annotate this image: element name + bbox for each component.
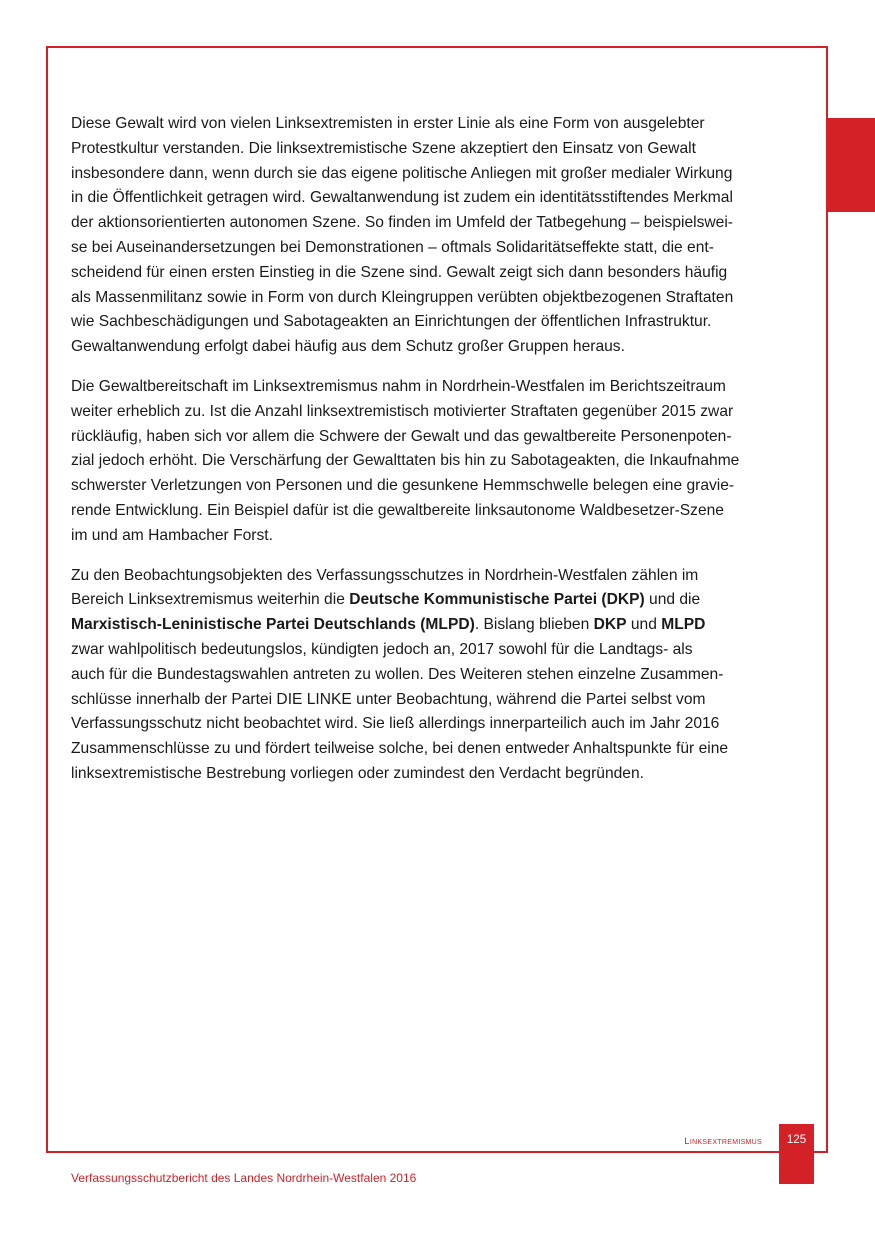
section-label: Linksextremismus xyxy=(684,1136,762,1147)
text-line: scheidend für einen ersten Einstieg in die Szene sind. Gewalt zeigt sich dann besonders häufig xyxy=(71,263,728,281)
text-line: rückläufig, haben sich vor allem die Schwere der Gewalt und das gewaltbereite Personenpoten- xyxy=(71,427,732,445)
main-content xyxy=(71,112,785,802)
text-line: der aktionsorientierten autonomen Szene. So finden im Umfeld der Tatbegehung – beispielswei- xyxy=(71,214,733,232)
paragraph-violence-culture xyxy=(71,112,785,360)
text-line: in die Öffentlichkeit getragen wird. Gewaltanwendung ist zudem ein identitätsstiftendes Merkmal xyxy=(71,189,733,207)
text-line: Gewaltanwendung erfolgt dabei häufig aus dem Schutz großer Gruppen heraus. xyxy=(71,338,625,356)
text-line: linksextremistische Bestrebung vorliegen oder zumindest den Verdacht begründen. xyxy=(71,764,644,782)
page-number-box xyxy=(779,1124,814,1184)
paragraph-observation-objects xyxy=(71,564,785,787)
text-line: Diese Gewalt wird von vielen Linksextremisten in erster Linie als eine Form von ausgelebter xyxy=(71,115,705,132)
text-line: im und am Hambacher Forst. xyxy=(71,526,273,544)
text-line: auch für die Bundestagswahlen antreten zu wollen. Des Weiteren stehen einzelne Zusammen- xyxy=(71,665,724,683)
party-name-dkp: Deutsche Kommunistische Partei (DKP) xyxy=(349,591,645,609)
text-line: insbesondere dann, wenn durch sie das eigene politische Anliegen mit großer medialer Wirkung xyxy=(71,164,733,182)
text-line: schlüsse innerhalb der Partei DIE LINKE unter Beobachtung, während die Partei selbst vom xyxy=(71,690,706,708)
text-line: se bei Auseinandersetzungen bei Demonstrationen – oftmals Solidaritätseffekte statt, die ent- xyxy=(71,238,714,256)
text-segment: . Bislang blieben xyxy=(474,616,594,634)
text-line: Protestkultur verstanden. Die linksextremistische Szene akzeptiert den Einsatz von Gewalt xyxy=(71,139,696,157)
text-line: schwerster Verletzungen von Personen und die gesunkene Hemmschwelle belegen eine gravie- xyxy=(71,477,735,495)
text-line: Zusammenschlüsse zu und fördert teilweise solche, bei denen entweder Anhaltspunkte für eine xyxy=(71,740,729,758)
text-line: Die Gewaltbereitschaft im Linksextremismus nahm in Nordrhein-Westfalen im Berichtszeitraum xyxy=(71,377,726,395)
text-line xyxy=(71,613,785,638)
text-segment: und die xyxy=(644,591,701,609)
text-line: Verfassungsschutz nicht beobachtet wird. Sie ließ allerdings innerparteilich auch im Jahr 2016 xyxy=(71,715,720,733)
text-line xyxy=(71,588,785,613)
text-line: weiter erheblich zu. Ist die Anzahl linksextremistisch motivierter Straftaten gegenüber 2015 zwar xyxy=(71,402,734,420)
text-line: rende Entwicklung. Ein Beispiel dafür ist die gewaltbereite linksautonome Waldbesetzer-Szene xyxy=(71,501,724,519)
party-abbr-dkp: DKP xyxy=(593,616,627,634)
party-abbr-mlpd: MLPD xyxy=(661,616,706,634)
text-line: Zu den Beobachtungsobjekten des Verfassungsschutzes in Nordrhein-Westfalen zählen im xyxy=(71,566,699,584)
text-line: wie Sachbeschädigungen und Sabotageakten an Einrichtungen der öffentlichen Infrastruktur. xyxy=(71,313,712,331)
text-segment: Bereich Linksextremismus weiterhin die xyxy=(71,591,350,609)
text-line: zial jedoch erhöht. Die Verschärfung der Gewalttaten bis hin zu Sabotageakten, die Inkaufnahme xyxy=(71,452,740,470)
chapter-side-tab xyxy=(828,118,875,212)
text-segment: und xyxy=(626,616,662,634)
paragraph-violence-readiness xyxy=(71,375,785,549)
party-name-mlpd: Marxistisch-Leninistische Partei Deutschlands (MLPD) xyxy=(71,616,475,634)
text-line: zwar wahlpolitisch bedeutungslos, kündigten jedoch an, 2017 sowohl für die Landtags- als xyxy=(71,640,693,658)
page-number: 125 xyxy=(786,1134,807,1146)
text-line: als Massenmilitanz sowie in Form von durch Kleingruppen verübten objektbezogenen Straftaten xyxy=(71,288,734,306)
publication-footer: Verfassungsschutzbericht des Landes Nordrhein-Westfalen 2016 xyxy=(71,1171,417,1185)
